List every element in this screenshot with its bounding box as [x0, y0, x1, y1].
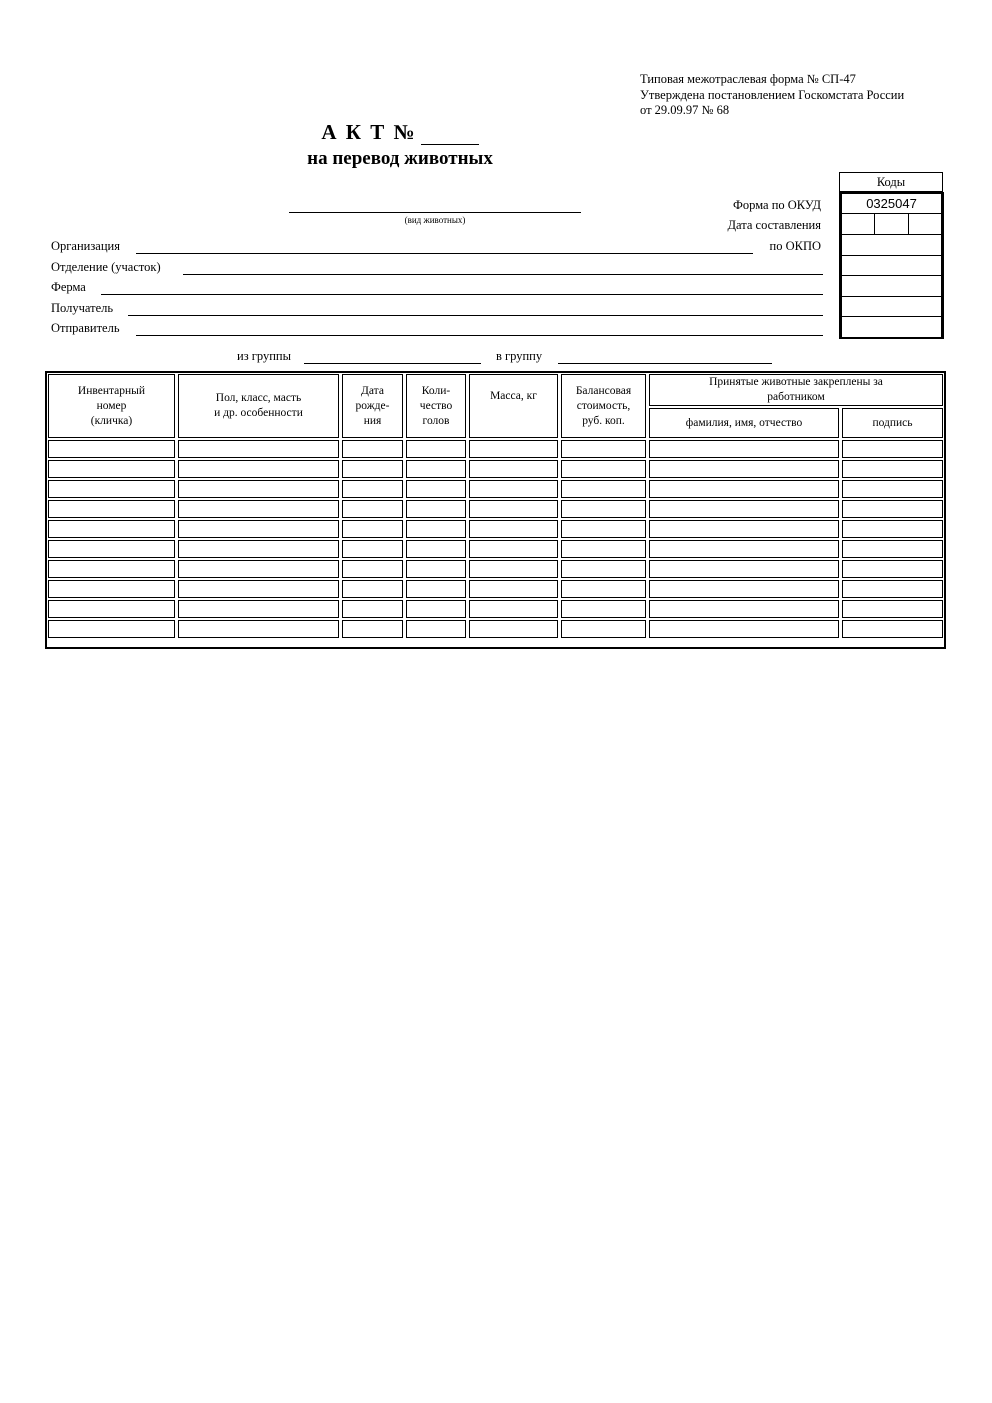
- document-title: [0, 120, 800, 145]
- header-text: Инвентарный: [77, 384, 146, 397]
- table-cell[interactable]: [48, 500, 175, 518]
- header-text: Пол, класс, масть: [215, 392, 302, 404]
- table-cell[interactable]: [842, 600, 943, 618]
- header-text: рожде-: [355, 399, 390, 412]
- table-cell[interactable]: [842, 620, 943, 638]
- table-cell[interactable]: [48, 480, 175, 498]
- table-cell[interactable]: [48, 560, 175, 578]
- table-cell[interactable]: [842, 520, 943, 538]
- table-cell[interactable]: [178, 600, 339, 618]
- table-cell[interactable]: [469, 600, 558, 618]
- table-cell[interactable]: [469, 460, 558, 478]
- table-cell[interactable]: [469, 560, 558, 578]
- table-cell[interactable]: [561, 580, 646, 598]
- from-group-field[interactable]: [304, 363, 481, 364]
- table-cell[interactable]: [178, 460, 339, 478]
- table-row: [48, 560, 943, 578]
- codes-divider: [841, 213, 942, 214]
- table-cell[interactable]: [842, 500, 943, 518]
- table-cell[interactable]: [342, 560, 403, 578]
- okud-label: Форма по ОКУД: [733, 198, 821, 212]
- department-label: Отделение (участок): [51, 260, 161, 274]
- to-group-label: в группу: [496, 349, 543, 363]
- animal-type-caption: (вид животных): [404, 215, 466, 225]
- table-cell[interactable]: [649, 560, 839, 578]
- table-cell[interactable]: [842, 440, 943, 458]
- farm-label: Ферма: [51, 280, 86, 294]
- table-cell[interactable]: [178, 580, 339, 598]
- okud-value: 0325047: [866, 196, 917, 211]
- table-cell[interactable]: [48, 460, 175, 478]
- table-cell[interactable]: [406, 600, 466, 618]
- document-subtitle: на перевод животных: [307, 148, 493, 169]
- table-cell[interactable]: [649, 460, 839, 478]
- table-cell[interactable]: [561, 560, 646, 578]
- table-cell[interactable]: [178, 500, 339, 518]
- codes-inner-right: [941, 194, 942, 337]
- table-cell[interactable]: [469, 520, 558, 538]
- table-row: [48, 460, 943, 478]
- table-cell[interactable]: [561, 460, 646, 478]
- header-text: Дата: [361, 384, 384, 397]
- table-cell[interactable]: [406, 620, 466, 638]
- transfer-table: [45, 372, 946, 640]
- table-cell[interactable]: [469, 540, 558, 558]
- table-cell[interactable]: [342, 500, 403, 518]
- table-cell[interactable]: [469, 480, 558, 498]
- to-group-field[interactable]: [558, 363, 772, 364]
- table-cell[interactable]: [561, 500, 646, 518]
- table-cell[interactable]: [406, 480, 466, 498]
- act-title-text: А К Т №: [321, 120, 417, 144]
- table-cell[interactable]: [178, 540, 339, 558]
- form-date-line: от 29.09.97 № 68: [640, 103, 730, 117]
- table-cell[interactable]: [178, 440, 339, 458]
- table-cell[interactable]: [561, 480, 646, 498]
- table-row: [48, 580, 943, 598]
- sender-label: Отправитель: [51, 321, 120, 335]
- date-divider-2: [908, 213, 909, 234]
- header-text: руб. коп.: [582, 414, 625, 427]
- table-cell[interactable]: [649, 480, 839, 498]
- table-cell[interactable]: [342, 440, 403, 458]
- header-birth-date: [342, 374, 403, 438]
- table-row: [48, 480, 943, 498]
- header-inventory: [48, 374, 175, 438]
- act-number-field[interactable]: [421, 122, 479, 145]
- table-cell[interactable]: [178, 560, 339, 578]
- table-cell[interactable]: [406, 580, 466, 598]
- farm-field[interactable]: [101, 294, 823, 295]
- recipient-field[interactable]: [128, 315, 823, 316]
- codes-title: Коды: [839, 172, 943, 192]
- table-cell[interactable]: [406, 460, 466, 478]
- recipient-label: Получатель: [51, 301, 114, 315]
- table-cell[interactable]: [342, 480, 403, 498]
- table-cell[interactable]: [561, 540, 646, 558]
- organization-label: Организация: [51, 239, 120, 253]
- organization-field[interactable]: [136, 253, 753, 254]
- table-cell[interactable]: [406, 500, 466, 518]
- table-cell[interactable]: [649, 620, 839, 638]
- table-cell[interactable]: [649, 500, 839, 518]
- date-label: Дата составления: [727, 218, 821, 232]
- header-text: чество: [419, 399, 453, 412]
- header-balance: [561, 374, 646, 438]
- header-text: Балансовая: [575, 384, 632, 397]
- form-approval-line: Утверждена постановлением Госкомстата России: [640, 87, 905, 102]
- table-cell[interactable]: [342, 520, 403, 538]
- codes-divider: [841, 255, 942, 256]
- table-cell[interactable]: [842, 560, 943, 578]
- table-cell[interactable]: [342, 580, 403, 598]
- table-cell[interactable]: [48, 440, 175, 458]
- table-cell[interactable]: [48, 620, 175, 638]
- header-text: ния: [363, 414, 382, 427]
- table-cell[interactable]: [178, 480, 339, 498]
- okpo-label: по ОКПО: [769, 239, 821, 253]
- form-header-note: [640, 72, 904, 119]
- date-divider-1: [874, 213, 875, 234]
- table-cell[interactable]: [406, 560, 466, 578]
- table-cell[interactable]: [406, 520, 466, 538]
- table-cell[interactable]: [406, 540, 466, 558]
- codes-divider: [841, 296, 942, 297]
- codes-inner-left: [841, 194, 842, 337]
- table-cell[interactable]: [342, 540, 403, 558]
- department-field[interactable]: [183, 274, 823, 275]
- table-cell[interactable]: [342, 460, 403, 478]
- header-text: номер: [96, 399, 127, 412]
- table-cell[interactable]: [342, 620, 403, 638]
- table-cell[interactable]: [469, 620, 558, 638]
- table-cell[interactable]: [649, 540, 839, 558]
- header-fio: фамилия, имя, отчество: [649, 408, 839, 438]
- header-mass: [469, 374, 558, 438]
- form-type-line: Типовая межотраслевая форма № СП-47: [640, 72, 856, 86]
- header-text: и др. особенности: [214, 407, 303, 419]
- header-count: [406, 374, 466, 438]
- table-row: [48, 540, 943, 558]
- table-cell[interactable]: [178, 620, 339, 638]
- header-text: (кличка): [90, 414, 133, 427]
- header-text: Коли-: [421, 384, 451, 397]
- table-cell[interactable]: [48, 520, 175, 538]
- table-cell[interactable]: [469, 440, 558, 458]
- table-cell[interactable]: [48, 600, 175, 618]
- header-sex-class: [178, 374, 339, 438]
- header-text: голов: [422, 414, 450, 427]
- header-text: Масса, кг: [490, 390, 537, 402]
- header-signature: подпись: [842, 408, 943, 438]
- table-cell[interactable]: [842, 460, 943, 478]
- sender-field[interactable]: [136, 335, 823, 336]
- codes-divider: [841, 275, 942, 276]
- table-row: [48, 440, 943, 458]
- table-cell[interactable]: [48, 580, 175, 598]
- header-assigned: Принятые животные закреплены за работником: [649, 374, 943, 406]
- table-row: [48, 520, 943, 538]
- table-cell[interactable]: [842, 580, 943, 598]
- table-cell[interactable]: [406, 440, 466, 458]
- table-cell[interactable]: [48, 540, 175, 558]
- table-cell[interactable]: [842, 540, 943, 558]
- table-cell[interactable]: [178, 520, 339, 538]
- table-cell[interactable]: [469, 500, 558, 518]
- animal-type-field[interactable]: [289, 212, 581, 213]
- table-cell[interactable]: [561, 440, 646, 458]
- table-cell[interactable]: [649, 440, 839, 458]
- table-cell[interactable]: [649, 580, 839, 598]
- codes-divider: [841, 316, 942, 317]
- table-cell[interactable]: [561, 520, 646, 538]
- table-body: [48, 440, 943, 638]
- table-cell[interactable]: [342, 600, 403, 618]
- from-group-label: из группы: [237, 349, 291, 363]
- table-row: [48, 500, 943, 518]
- table-cell[interactable]: [561, 620, 646, 638]
- header-text: стоимость,: [576, 399, 631, 412]
- codes-divider: [841, 234, 942, 235]
- table-cell[interactable]: [842, 480, 943, 498]
- table-cell[interactable]: [649, 520, 839, 538]
- table-cell[interactable]: [649, 600, 839, 618]
- table-row: [48, 620, 943, 638]
- table-cell[interactable]: [469, 580, 558, 598]
- table-cell[interactable]: [561, 600, 646, 618]
- table-row: [48, 600, 943, 618]
